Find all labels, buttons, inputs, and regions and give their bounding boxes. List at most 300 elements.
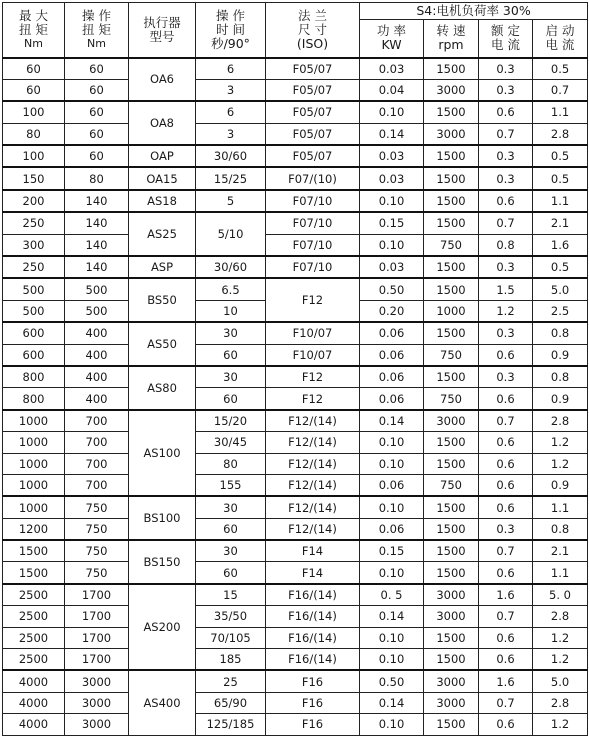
operating-torque-cell: 1700 (65, 627, 129, 648)
power-cell: 0.10 (360, 432, 424, 453)
max-torque-cell: 4000 (3, 692, 65, 713)
actuator-model-cell: AS100 (129, 410, 196, 497)
flange-size-cell: F16 (266, 714, 360, 735)
rated-current-cell: 0.7 (479, 212, 533, 234)
actuator-model-cell: BS150 (129, 540, 196, 584)
actuator-model-cell: BS50 (129, 278, 196, 322)
operating-time-cell: 185 (196, 649, 266, 671)
actuator-model-cell: AS80 (129, 366, 196, 410)
max-torque-cell: 250 (3, 212, 65, 234)
table-row (3, 167, 588, 189)
power-cell: 0.15 (360, 212, 424, 234)
rated-current-cell: 0.3 (479, 145, 533, 167)
table-row (3, 322, 588, 344)
max-torque-cell: 200 (3, 190, 65, 212)
starting-current-cell: 2.1 (533, 540, 588, 562)
starting-current-cell: 5.0 (533, 278, 588, 300)
starting-current-cell: 0.5 (533, 58, 588, 80)
speed-cell: 1500 (424, 167, 479, 189)
table-row (3, 432, 588, 453)
operating-time-cell: 60 (196, 518, 266, 540)
speed-cell: 1500 (424, 453, 479, 474)
operating-time-cell: 30 (196, 540, 266, 562)
operating-torque-cell: 700 (65, 474, 129, 496)
power-cell: 0.06 (360, 474, 424, 496)
operating-torque-cell: 60 (65, 145, 129, 167)
table-row (3, 79, 588, 101)
operating-time-cell: 5/10 (196, 212, 266, 256)
power-cell: 0. 5 (360, 584, 424, 606)
max-torque-cell: 1000 (3, 474, 65, 496)
max-torque-cell: 4000 (3, 714, 65, 735)
operating-torque-cell: 60 (65, 79, 129, 101)
rated-current-cell: 0.6 (479, 496, 533, 518)
max-torque-cell: 2500 (3, 649, 65, 671)
starting-current-cell: 0.8 (533, 322, 588, 344)
starting-current-cell: 0.7 (533, 79, 588, 101)
rated-current-cell: 0.6 (479, 344, 533, 366)
power-cell: 0.10 (360, 496, 424, 518)
rated-current-cell: 0.6 (479, 190, 533, 212)
speed-cell: 750 (424, 344, 479, 366)
operating-torque-cell: 400 (65, 344, 129, 366)
rated-current-cell: 0.7 (479, 410, 533, 432)
speed-cell: 1500 (424, 649, 479, 671)
flange-size-cell: F16/(14) (266, 627, 360, 648)
max-torque-cell: 1000 (3, 432, 65, 453)
power-cell: 0.06 (360, 344, 424, 366)
max-torque-cell: 2500 (3, 606, 65, 627)
operating-torque-cell: 400 (65, 366, 129, 388)
power-cell: 0.10 (360, 714, 424, 735)
flange-size-cell: F07/10 (266, 256, 360, 278)
power-cell: 0.10 (360, 453, 424, 474)
table-row (3, 496, 588, 518)
table-row (3, 123, 588, 145)
speed-cell: 1500 (424, 366, 479, 388)
power-cell: 0.10 (360, 627, 424, 648)
operating-time-cell: 70/105 (196, 627, 266, 648)
flange-size-cell: F07/(10) (266, 167, 360, 189)
flange-size-cell: F16/(14) (266, 584, 360, 606)
operating-torque-cell: 700 (65, 432, 129, 453)
rated-current-cell: 0.3 (479, 518, 533, 540)
power-cell: 0.03 (360, 58, 424, 80)
actuator-model-cell: OAP (129, 145, 196, 167)
rated-current-cell: 0.3 (479, 79, 533, 101)
operating-torque-cell: 140 (65, 234, 129, 256)
speed-cell: 3000 (424, 79, 479, 101)
starting-current-cell: 2.8 (533, 123, 588, 145)
operating-torque-cell: 60 (65, 101, 129, 123)
flange-size-cell: F05/07 (266, 101, 360, 123)
flange-size-cell: F16/(14) (266, 606, 360, 627)
header-speed: 转 速 rpm (424, 20, 479, 58)
speed-cell: 750 (424, 388, 479, 410)
speed-cell: 1500 (424, 256, 479, 278)
starting-current-cell: 1.2 (533, 432, 588, 453)
max-torque-cell: 80 (3, 123, 65, 145)
table-row (3, 278, 588, 300)
max-torque-cell: 600 (3, 322, 65, 344)
operating-torque-cell: 140 (65, 190, 129, 212)
flange-size-cell: F12/(14) (266, 432, 360, 453)
operating-torque-cell: 1700 (65, 584, 129, 606)
starting-current-cell: 1.2 (533, 714, 588, 735)
table-row (3, 58, 588, 80)
speed-cell: 1500 (424, 496, 479, 518)
header-starting-current: 启 动 电 流 (533, 20, 588, 58)
starting-current-cell: 0.8 (533, 366, 588, 388)
starting-current-cell: 1.1 (533, 496, 588, 518)
max-torque-cell: 500 (3, 300, 65, 322)
starting-current-cell: 2.8 (533, 692, 588, 713)
starting-current-cell: 5. 0 (533, 584, 588, 606)
max-torque-cell: 1000 (3, 410, 65, 432)
operating-torque-cell: 750 (65, 518, 129, 540)
operating-time-cell: 60 (196, 388, 266, 410)
starting-current-cell: 2.5 (533, 300, 588, 322)
starting-current-cell: 0.8 (533, 518, 588, 540)
rated-current-cell: 0.6 (479, 474, 533, 496)
max-torque-cell: 300 (3, 234, 65, 256)
max-torque-cell: 600 (3, 344, 65, 366)
rated-current-cell: 0.7 (479, 540, 533, 562)
table-row (3, 410, 588, 432)
header-motor-group: S4:电机负荷率 30% (360, 3, 588, 20)
power-cell: 0.03 (360, 167, 424, 189)
flange-size-cell: F16 (266, 692, 360, 713)
power-cell: 0.14 (360, 692, 424, 713)
operating-time-cell: 30/45 (196, 432, 266, 453)
table-body (3, 58, 588, 736)
table-row (3, 388, 588, 410)
rated-current-cell: 0.6 (479, 562, 533, 584)
operating-torque-cell: 700 (65, 410, 129, 432)
actuator-model-cell: ASP (129, 256, 196, 278)
operating-torque-cell: 60 (65, 123, 129, 145)
rated-current-cell: 0.3 (479, 322, 533, 344)
rated-current-cell: 0.8 (479, 234, 533, 256)
header-flange-size: 法 兰 尺 寸 (ISO) (266, 3, 360, 58)
header-max-torque: 最 大 扭 矩 Nm (3, 3, 65, 58)
table-row (3, 366, 588, 388)
flange-size-cell: F12 (266, 388, 360, 410)
starting-current-cell: 1.1 (533, 562, 588, 584)
starting-current-cell: 0.9 (533, 388, 588, 410)
table-row (3, 256, 588, 278)
starting-current-cell: 1.2 (533, 453, 588, 474)
max-torque-cell: 1500 (3, 562, 65, 584)
power-cell: 0.06 (360, 322, 424, 344)
power-cell: 0.03 (360, 145, 424, 167)
power-cell: 0.14 (360, 606, 424, 627)
max-torque-cell: 1000 (3, 453, 65, 474)
operating-time-cell: 6 (196, 101, 266, 123)
speed-cell: 3000 (424, 584, 479, 606)
max-torque-cell: 500 (3, 278, 65, 300)
speed-cell: 1500 (424, 714, 479, 735)
starting-current-cell: 0.5 (533, 167, 588, 189)
table-row (3, 584, 588, 606)
starting-current-cell: 1.6 (533, 234, 588, 256)
starting-current-cell: 1.2 (533, 649, 588, 671)
header-power: 功 率 KW (360, 20, 424, 58)
flange-size-cell: F12/(14) (266, 410, 360, 432)
flange-size-cell: F10/07 (266, 344, 360, 366)
operating-time-cell: 6 (196, 58, 266, 80)
rated-current-cell: 0.3 (479, 58, 533, 80)
operating-time-cell: 10 (196, 300, 266, 322)
starting-current-cell: 0.9 (533, 344, 588, 366)
flange-size-cell: F05/07 (266, 145, 360, 167)
actuator-model-cell: AS400 (129, 670, 196, 735)
speed-cell: 1500 (424, 322, 479, 344)
operating-torque-cell: 400 (65, 322, 129, 344)
flange-size-cell: F12 (266, 366, 360, 388)
power-cell: 0.03 (360, 256, 424, 278)
max-torque-cell: 100 (3, 101, 65, 123)
operating-time-cell: 30 (196, 496, 266, 518)
rated-current-cell: 1.5 (479, 278, 533, 300)
speed-cell: 1500 (424, 562, 479, 584)
speed-cell: 750 (424, 234, 479, 256)
table-row (3, 562, 588, 584)
flange-size-cell: F07/10 (266, 234, 360, 256)
rated-current-cell: 0.6 (479, 714, 533, 735)
flange-size-cell: F07/10 (266, 190, 360, 212)
power-cell: 0.06 (360, 388, 424, 410)
actuator-model-cell: BS100 (129, 496, 196, 540)
power-cell: 0.10 (360, 190, 424, 212)
table-row (3, 518, 588, 540)
speed-cell: 1500 (424, 518, 479, 540)
flange-size-cell: F05/07 (266, 58, 360, 80)
operating-time-cell: 155 (196, 474, 266, 496)
rated-current-cell: 0.6 (479, 101, 533, 123)
speed-cell: 1500 (424, 540, 479, 562)
operating-time-cell: 30 (196, 366, 266, 388)
table-row (3, 670, 588, 692)
rated-current-cell: 0.3 (479, 256, 533, 278)
speed-cell: 1500 (424, 145, 479, 167)
power-cell: 0.10 (360, 649, 424, 671)
rated-current-cell: 0.7 (479, 692, 533, 713)
operating-time-cell: 15/25 (196, 167, 266, 189)
speed-cell: 3000 (424, 606, 479, 627)
starting-current-cell: 0.5 (533, 145, 588, 167)
operating-time-cell: 25 (196, 670, 266, 692)
starting-current-cell: 5.0 (533, 670, 588, 692)
max-torque-cell: 2500 (3, 584, 65, 606)
speed-cell: 3000 (424, 670, 479, 692)
starting-current-cell: 2.1 (533, 212, 588, 234)
power-cell: 0.15 (360, 540, 424, 562)
flange-size-cell: F14 (266, 540, 360, 562)
table-row (3, 344, 588, 366)
starting-current-cell: 1.1 (533, 190, 588, 212)
max-torque-cell: 150 (3, 167, 65, 189)
max-torque-cell: 2500 (3, 627, 65, 648)
power-cell: 0.06 (360, 366, 424, 388)
speed-cell: 1500 (424, 432, 479, 453)
actuator-model-cell: AS50 (129, 322, 196, 366)
flange-size-cell: F14 (266, 562, 360, 584)
operating-time-cell: 30 (196, 322, 266, 344)
operating-time-cell: 125/185 (196, 714, 266, 735)
rated-current-cell: 1.2 (479, 300, 533, 322)
operating-time-cell: 60 (196, 344, 266, 366)
table-row (3, 101, 588, 123)
flange-size-cell: F12/(14) (266, 518, 360, 540)
flange-size-cell: F05/07 (266, 79, 360, 101)
table-row (3, 234, 588, 256)
rated-current-cell: 0.7 (479, 123, 533, 145)
operating-time-cell: 30/60 (196, 256, 266, 278)
operating-torque-cell: 140 (65, 256, 129, 278)
max-torque-cell: 100 (3, 145, 65, 167)
rated-current-cell: 0.3 (479, 167, 533, 189)
header-actuator-model: 执行器 型号 (129, 3, 196, 58)
max-torque-cell: 60 (3, 79, 65, 101)
rated-current-cell: 0.7 (479, 606, 533, 627)
rated-current-cell: 1.6 (479, 670, 533, 692)
actuator-model-cell: OA8 (129, 101, 196, 145)
starting-current-cell: 1.2 (533, 627, 588, 648)
max-torque-cell: 1500 (3, 540, 65, 562)
operating-torque-cell: 1700 (65, 606, 129, 627)
table-row (3, 453, 588, 474)
operating-torque-cell: 750 (65, 540, 129, 562)
operating-torque-cell: 80 (65, 167, 129, 189)
starting-current-cell: 0.9 (533, 474, 588, 496)
header-rated-current: 额 定 电 流 (479, 20, 533, 58)
speed-cell: 1500 (424, 627, 479, 648)
starting-current-cell: 1.1 (533, 101, 588, 123)
operating-time-cell: 30/60 (196, 145, 266, 167)
flange-size-cell: F12/(14) (266, 474, 360, 496)
table-header (3, 3, 588, 58)
operating-torque-cell: 60 (65, 58, 129, 80)
speed-cell: 750 (424, 474, 479, 496)
table-row (3, 627, 588, 648)
operating-time-cell: 65/90 (196, 692, 266, 713)
flange-size-cell: F10/07 (266, 322, 360, 344)
operating-time-cell: 15 (196, 584, 266, 606)
power-cell: 0.06 (360, 518, 424, 540)
max-torque-cell: 4000 (3, 670, 65, 692)
rated-current-cell: 0.6 (479, 432, 533, 453)
rated-current-cell: 0.3 (479, 366, 533, 388)
actuator-model-cell: OA6 (129, 58, 196, 102)
speed-cell: 1500 (424, 278, 479, 300)
speed-cell: 1500 (424, 212, 479, 234)
operating-torque-cell: 500 (65, 300, 129, 322)
power-cell: 0.10 (360, 234, 424, 256)
operating-torque-cell: 1700 (65, 649, 129, 671)
starting-current-cell: 2.8 (533, 606, 588, 627)
power-cell: 0.20 (360, 300, 424, 322)
speed-cell: 1500 (424, 58, 479, 80)
speed-cell: 3000 (424, 410, 479, 432)
starting-current-cell: 0.5 (533, 256, 588, 278)
rated-current-cell: 1.6 (479, 584, 533, 606)
actuator-model-cell: AS200 (129, 584, 196, 671)
table-row (3, 212, 588, 234)
max-torque-cell: 60 (3, 58, 65, 80)
table-row (3, 190, 588, 212)
operating-time-cell: 80 (196, 453, 266, 474)
rated-current-cell: 0.6 (479, 388, 533, 410)
table-row (3, 714, 588, 735)
operating-torque-cell: 750 (65, 562, 129, 584)
operating-torque-cell: 500 (65, 278, 129, 300)
speed-cell: 1000 (424, 300, 479, 322)
operating-time-cell: 3 (196, 123, 266, 145)
operating-time-cell: 35/50 (196, 606, 266, 627)
rated-current-cell: 0.6 (479, 453, 533, 474)
speed-cell: 3000 (424, 123, 479, 145)
flange-size-cell: F16/(14) (266, 649, 360, 671)
operating-torque-cell: 700 (65, 453, 129, 474)
operating-torque-cell: 400 (65, 388, 129, 410)
operating-torque-cell: 3000 (65, 692, 129, 713)
actuator-model-cell: AS25 (129, 212, 196, 256)
table-row (3, 606, 588, 627)
operating-torque-cell: 750 (65, 496, 129, 518)
power-cell: 0.50 (360, 278, 424, 300)
actuator-model-cell: AS18 (129, 190, 196, 212)
table-row (3, 540, 588, 562)
operating-time-cell: 15/20 (196, 410, 266, 432)
operating-torque-cell: 3000 (65, 714, 129, 735)
actuator-spec-table (2, 2, 588, 736)
flange-size-cell: F05/07 (266, 123, 360, 145)
flange-size-cell: F12 (266, 278, 360, 322)
max-torque-cell: 800 (3, 388, 65, 410)
operating-torque-cell: 3000 (65, 670, 129, 692)
rated-current-cell: 0.6 (479, 649, 533, 671)
operating-time-cell: 3 (196, 79, 266, 101)
max-torque-cell: 1000 (3, 496, 65, 518)
power-cell: 0.14 (360, 123, 424, 145)
speed-cell: 1500 (424, 101, 479, 123)
actuator-model-cell: OA15 (129, 167, 196, 189)
table-row (3, 474, 588, 496)
power-cell: 0.10 (360, 101, 424, 123)
header-operating-torque: 操 作 扭 矩 Nm (65, 3, 129, 58)
power-cell: 0.50 (360, 670, 424, 692)
speed-cell: 3000 (424, 692, 479, 713)
operating-time-cell: 6.5 (196, 278, 266, 300)
max-torque-cell: 1200 (3, 518, 65, 540)
rated-current-cell: 0.6 (479, 627, 533, 648)
power-cell: 0.10 (360, 562, 424, 584)
max-torque-cell: 250 (3, 256, 65, 278)
flange-size-cell: F07/10 (266, 212, 360, 234)
flange-size-cell: F12/(14) (266, 453, 360, 474)
operating-torque-cell: 140 (65, 212, 129, 234)
table-row (3, 145, 588, 167)
table-row (3, 692, 588, 713)
power-cell: 0.04 (360, 79, 424, 101)
starting-current-cell: 2.8 (533, 410, 588, 432)
operating-time-cell: 5 (196, 190, 266, 212)
power-cell: 0.14 (360, 410, 424, 432)
operating-time-cell: 60 (196, 562, 266, 584)
header-operating-time: 操 作 时 间 秒/90° (196, 3, 266, 58)
flange-size-cell: F16 (266, 670, 360, 692)
